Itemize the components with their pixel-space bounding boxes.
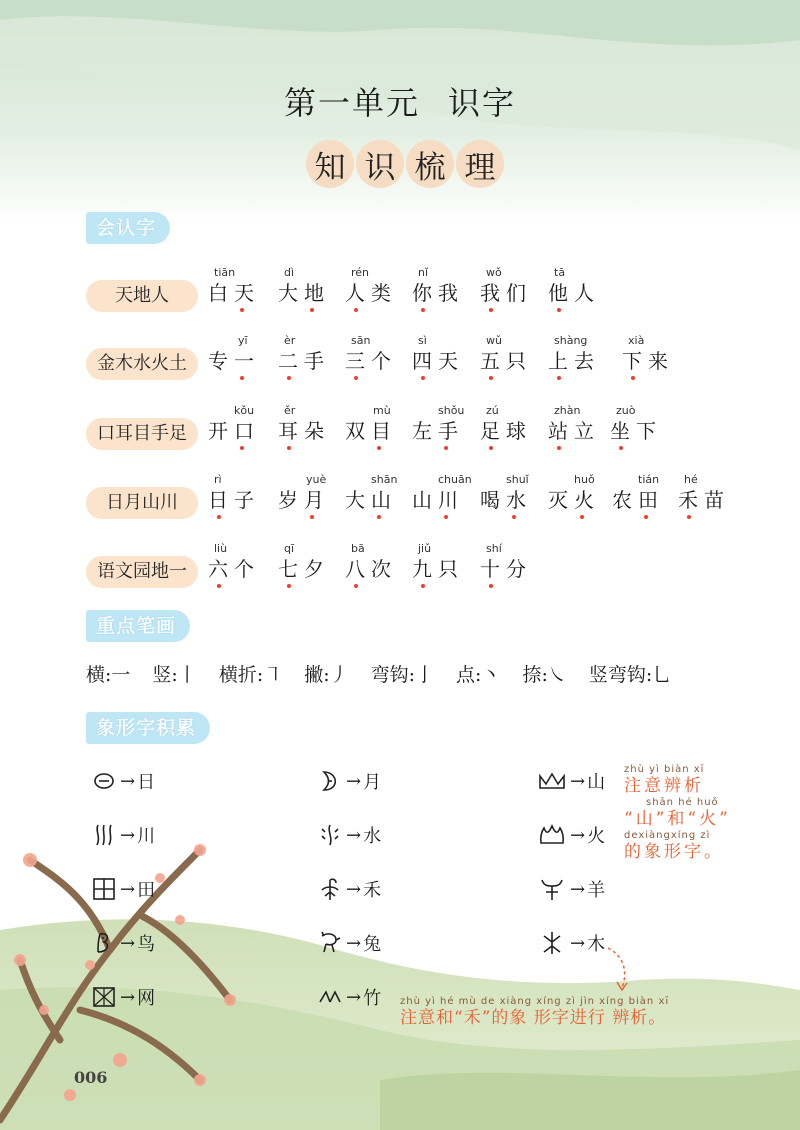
word-item: rén 人类 xyxy=(345,266,415,312)
note-arrow-dashed xyxy=(598,944,638,994)
stroke-item: 弯钩:亅 xyxy=(370,664,435,686)
word-item: rì 日子 xyxy=(208,473,278,519)
word-item: sān 三个 xyxy=(345,334,415,380)
word-item: zhàn 站立 xyxy=(548,404,618,450)
stroke-item: 横折:㇕ xyxy=(218,664,283,686)
word-item: shān 大山 xyxy=(345,473,415,519)
word-item: wǔ 五只 xyxy=(480,334,550,380)
word-item: huǒ 灭火 xyxy=(548,473,618,519)
word-item: tiān 白天 xyxy=(208,266,278,312)
pictograph-grain: → 禾 xyxy=(318,876,381,902)
knowledge-char: 梳 xyxy=(406,140,454,188)
category-label: 天地人 xyxy=(86,280,198,312)
word-item: zú 足球 xyxy=(480,404,550,450)
pictograph-tree: → 木 xyxy=(538,930,605,956)
stroke-item: 竖:丨 xyxy=(152,664,197,686)
word-item: wǒ 我们 xyxy=(480,266,550,312)
section-label-pictographs: 象形字积累 xyxy=(86,712,210,744)
pictograph-bird: → 鸟 xyxy=(92,930,155,956)
pictograph-moon: → 月 xyxy=(318,768,381,794)
stroke-item: 竖弯钩:乚 xyxy=(588,664,672,686)
word-item: qī 七夕 xyxy=(278,542,348,588)
knowledge-char: 知 xyxy=(306,140,354,188)
ancient-tree-glyph xyxy=(538,930,566,956)
category-label: 口耳目手足 xyxy=(86,418,198,450)
ancient-water-glyph xyxy=(318,823,342,847)
pictograph-mountain: → 山 xyxy=(538,768,605,794)
pictograph-bamboo: → 竹 xyxy=(318,984,381,1010)
word-item: nǐ 你我 xyxy=(412,266,482,312)
stroke-item: 横:一 xyxy=(86,664,131,686)
section-label-recognize: 会认字 xyxy=(86,212,170,244)
note-grain-tree: zhù yì hé mù de xiàng xíng zì jìn xíng biàn xī 注意和“禾”的象 形字进行 辨析。 xyxy=(400,996,670,1028)
knowledge-char: 识 xyxy=(356,140,404,188)
word-item: bā 八次 xyxy=(345,542,415,588)
word-item: yuè 岁月 xyxy=(278,473,348,519)
pictograph-sun: → 日 xyxy=(92,768,155,794)
unit-title: 第一单元 识字 xyxy=(283,84,517,122)
ancient-moon-glyph xyxy=(318,769,342,793)
pictograph-rabbit: → 兔 xyxy=(318,930,381,956)
category-label: 日月山川 xyxy=(86,487,198,519)
ancient-grain-glyph xyxy=(318,876,342,902)
word-item: sì 四天 xyxy=(412,334,482,380)
ancient-net-glyph xyxy=(92,985,116,1009)
ancient-bird-glyph xyxy=(92,930,116,956)
stroke-item: 点:丶 xyxy=(456,664,501,686)
category-label: 金木水火土 xyxy=(86,348,198,380)
section-label-strokes: 重点笔画 xyxy=(86,610,190,642)
word-item: tā 他人 xyxy=(548,266,618,312)
stroke-item: 捺:㇏ xyxy=(522,664,567,686)
ancient-sheep-glyph xyxy=(538,876,566,902)
ancient-bamboo-glyph xyxy=(318,986,342,1008)
word-item: zuò 坐下 xyxy=(610,404,680,450)
stroke-list xyxy=(86,660,786,687)
word-item: yī 专一 xyxy=(208,334,278,380)
word-item: liù 六个 xyxy=(208,542,278,588)
category-label: 语文园地一 xyxy=(86,556,198,588)
word-item: kǒu 开口 xyxy=(208,404,278,450)
knowledge-char: 理 xyxy=(456,140,504,188)
ancient-fire-glyph xyxy=(538,823,566,847)
word-item: xià 下来 xyxy=(622,334,692,380)
stroke-item: 撇:丿 xyxy=(304,664,349,686)
word-item: shàng 上去 xyxy=(548,334,618,380)
ancient-rabbit-glyph xyxy=(318,930,342,956)
pictograph-net: → 网 xyxy=(92,984,155,1010)
ancient-river-glyph xyxy=(92,822,116,848)
word-item: mù 双目 xyxy=(345,404,415,450)
note-mountain-fire: zhù yì biàn xī 注意辨析 shān hé huǒ “山”和“火” dexiàngxíng zì 的象形字。 xyxy=(624,764,731,862)
word-item: hé 禾苗 xyxy=(678,473,748,519)
page-number: 006 xyxy=(74,1068,108,1087)
knowledge-title xyxy=(306,140,504,188)
pictograph-fire: → 火 xyxy=(538,822,605,848)
word-item: tián 农田 xyxy=(612,473,682,519)
pictograph-water: → 水 xyxy=(318,822,381,848)
pictograph-field: → 田 xyxy=(92,876,155,902)
ancient-field-glyph xyxy=(92,877,116,901)
ancient-sun-glyph xyxy=(92,770,116,792)
word-item: dì 大地 xyxy=(278,266,348,312)
word-item: èr 二手 xyxy=(278,334,348,380)
word-item: ěr 耳朵 xyxy=(278,404,348,450)
word-item: shǒu 左手 xyxy=(412,404,482,450)
word-item: shí 十分 xyxy=(480,542,550,588)
word-item: jiǔ 九只 xyxy=(412,542,482,588)
pictograph-river: → 川 xyxy=(92,822,155,848)
ancient-mountain-glyph xyxy=(538,770,566,792)
word-item: shuǐ 喝水 xyxy=(480,473,550,519)
word-item: chuān 山川 xyxy=(412,473,482,519)
pictograph-sheep: → 羊 xyxy=(538,876,605,902)
